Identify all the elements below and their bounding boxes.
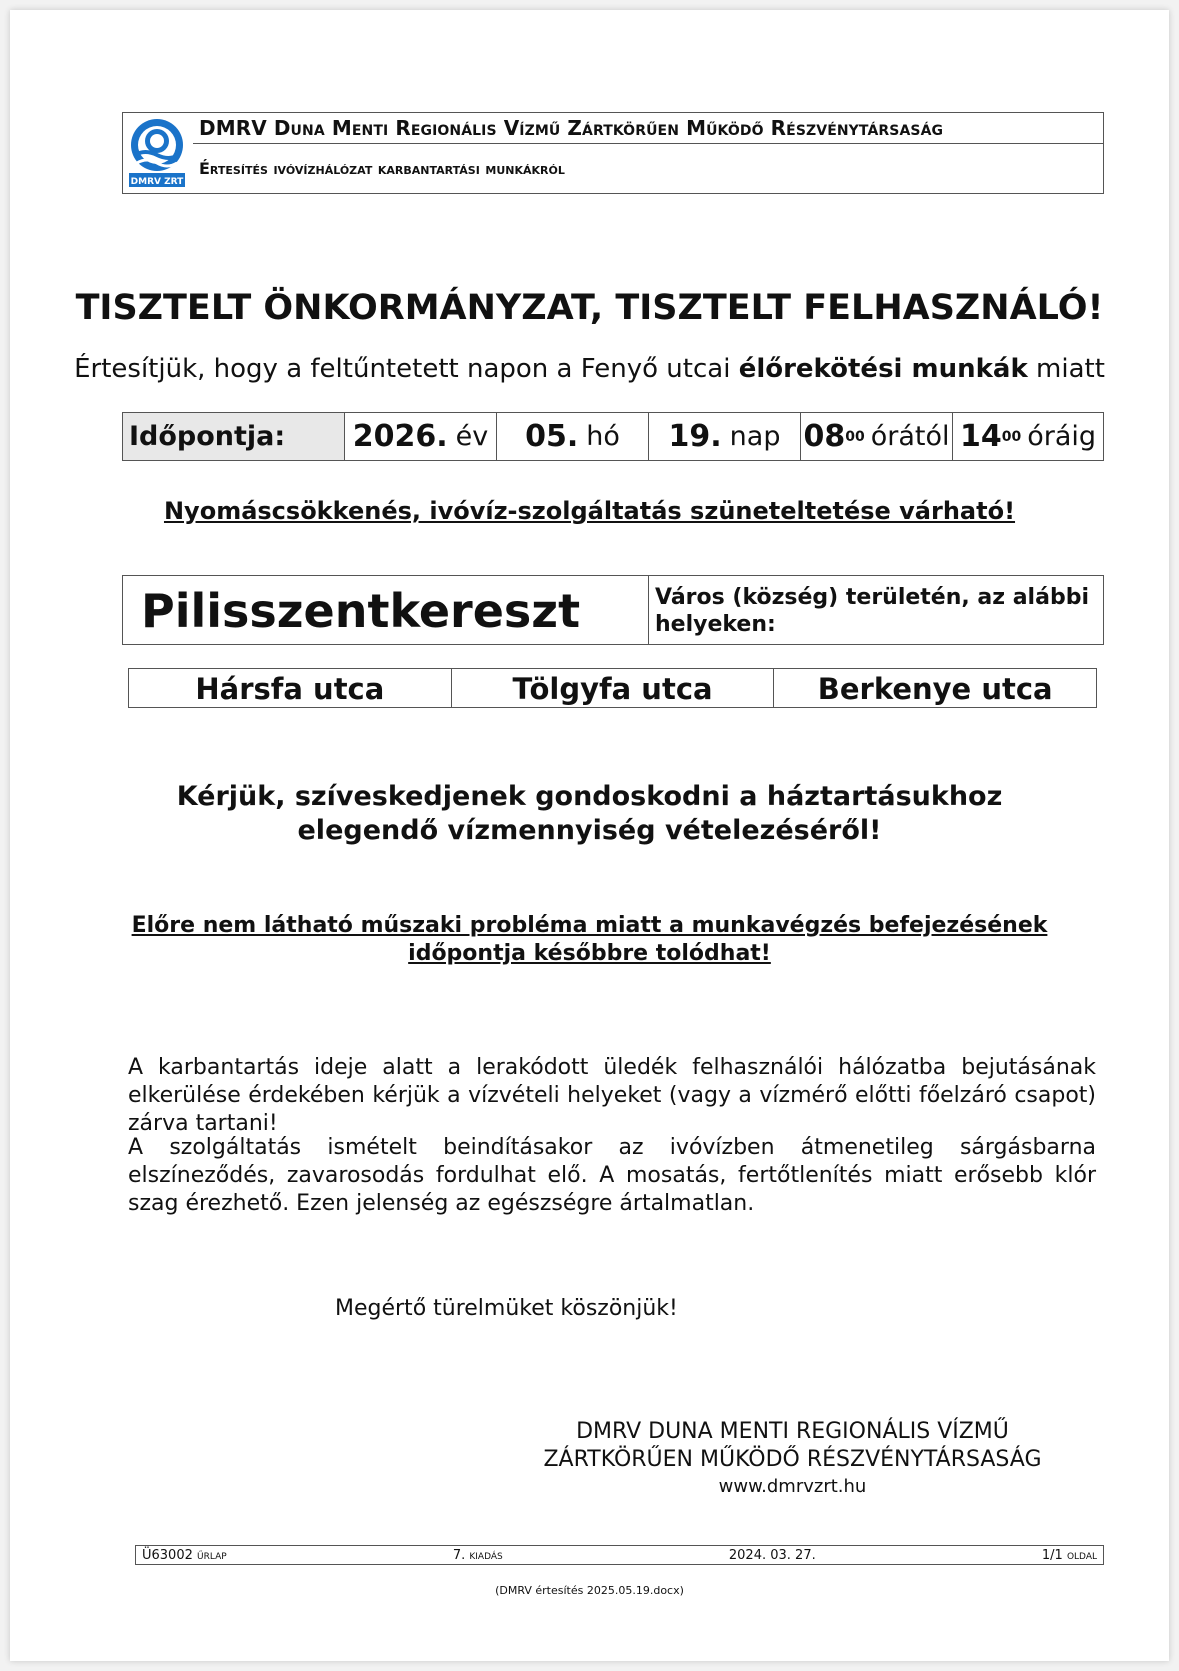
city-name: Pilisszentkereszt: [123, 576, 649, 644]
footer-page-num: 1/1: [1041, 1547, 1063, 1563]
footer-edition-num: 7.: [452, 1547, 466, 1563]
time-from-unit: órától: [870, 421, 950, 452]
footer-edition-label: kiadás: [469, 1547, 503, 1563]
street-item: Berkenye utca: [817, 672, 1053, 706]
time-from-min: 00: [845, 428, 865, 445]
date-year-cell: [345, 413, 497, 460]
date-label: Időpontja:: [123, 413, 345, 460]
time-from-cell: [801, 413, 953, 460]
intro-bold: élőrekötési munkák: [738, 354, 1028, 384]
footer-page: [1042, 1548, 1097, 1563]
water-request-line2: elegendő vízmennyiség vételezéséről!: [297, 815, 882, 846]
footer-date: 2024. 03. 27.: [728, 1547, 816, 1563]
time-to-min: 00: [1001, 428, 1022, 445]
maintenance-paragraph: A karbantartás ideje alatt a lerakódott üledék felhasználói hálózatba bejutásának elkerülése érdekében kérjük a vízvételi helyeket (vagy a vízmérő előtti főelzáró csapot) zárva tartani!: [128, 1055, 1096, 1136]
time-to-cell: [953, 413, 1103, 460]
footer-form-code: Ü63002: [142, 1547, 193, 1563]
logo-text: DMRV ZRT: [130, 177, 184, 187]
delay-notice: [0, 912, 1179, 968]
footer-form-label: űrlap: [197, 1547, 227, 1563]
intro-before: Értesítjük, hogy a feltűntetett napon a Fenyő utcai: [74, 354, 739, 384]
file-name: (DMRV értesítés 2025.05.19.docx): [495, 1584, 684, 1597]
date-table: [122, 412, 1104, 461]
document-page: [10, 10, 1169, 1661]
date-day: 19.: [668, 419, 722, 454]
time-to-hour: 14: [959, 419, 1002, 454]
footer-edition: [453, 1548, 503, 1563]
date-day-cell: [649, 413, 801, 460]
street-item: Tölgyfa utca: [452, 669, 775, 707]
water-request-line1: Kérjük, szíveskedjenek gondoskodni a háztartásukhoz: [176, 781, 1003, 812]
footer-form: [142, 1548, 227, 1563]
city-table: [122, 575, 1104, 645]
footer-page-label: oldal: [1066, 1547, 1097, 1563]
document-header: [122, 112, 1104, 194]
time-to-unit: óráig: [1027, 421, 1097, 452]
date-month: 05.: [525, 419, 579, 454]
signature-line2: ZÁRTKÖRŰEN MŰKÖDŐ RÉSZVÉNYTÁRSASÁG: [543, 1447, 1042, 1472]
time-from-hour: 08: [803, 419, 846, 454]
page-title: TISZTELT ÖNKORMÁNYZAT, TISZTELT FELHASZNÁLÓ!: [75, 288, 1104, 328]
document-subtitle: Értesítés ivóvízhálózat karbantartási munkákról: [199, 159, 565, 178]
water-request: [0, 780, 1179, 848]
date-month-unit: hó: [586, 421, 620, 452]
streets-table: [128, 668, 1097, 708]
service-warning: Nyomáscsökkenés, ivóvíz-szolgáltatás szüneteltetése várható!: [163, 497, 1016, 525]
thanks-text: Megértő türelmüket köszönjük!: [335, 1296, 678, 1321]
city-description: Város (község) területén, az alábbi helyeken:: [655, 585, 1089, 637]
website-link[interactable]: www.dmrvzrt.hu: [718, 1476, 867, 1497]
date-year-unit: év: [455, 421, 489, 452]
document-footer: [135, 1545, 1104, 1565]
date-month-cell: [497, 413, 649, 460]
intro-after: miatt: [1027, 354, 1105, 384]
delay-notice-line2: időpontja későbbre tolódhat!: [408, 941, 771, 966]
date-day-unit: nap: [729, 421, 781, 452]
date-year: 2026.: [352, 419, 448, 454]
signature-block: [530, 1418, 1055, 1500]
intro-text: [0, 354, 1179, 384]
company-name: DMRV Duna Menti Regionális Vízmű Zártkörűen Működő Részvénytársaság: [193, 113, 1103, 144]
delay-notice-line1: Előre nem látható műszaki probléma miatt a munkavégzés befejezésének: [131, 913, 1048, 938]
signature-line1: DMRV DUNA MENTI REGIONÁLIS VÍZMŰ: [576, 1419, 1009, 1444]
restart-paragraph: A szolgáltatás ismételt beindításakor az ivóvízben átmenetileg sárgásbarna elszíneződés, zavarosodás fordulhat elő. A mosatás, fertőtlenítés miatt erősebb klór szag érezhető. Ezen jelenség az egészségre ártalmatlan.: [128, 1135, 1096, 1216]
dmrv-logo: [127, 115, 187, 191]
street-item: Hársfa utca: [129, 669, 452, 707]
